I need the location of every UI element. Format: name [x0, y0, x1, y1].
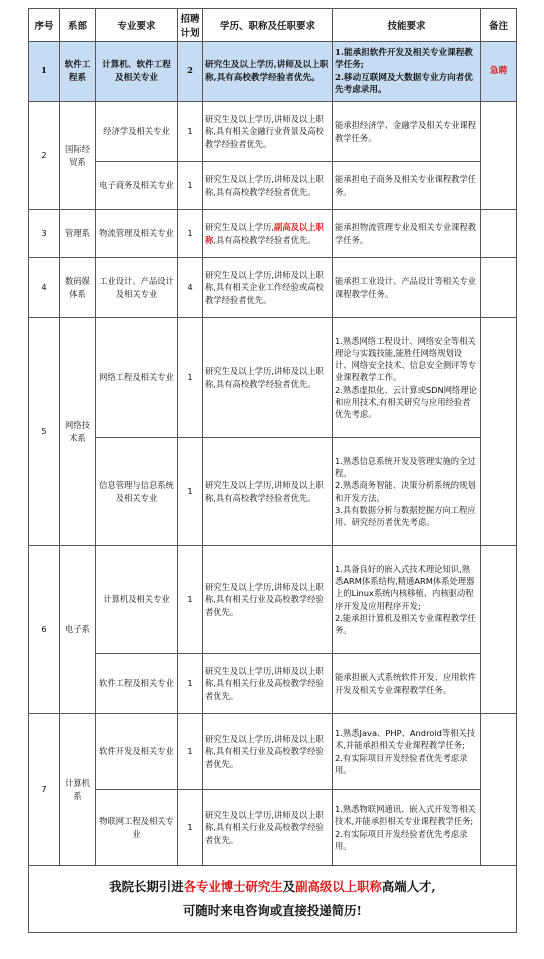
row-count: 1	[178, 546, 203, 654]
table-row	[29, 318, 517, 438]
table-header-row	[29, 9, 517, 42]
row-skills: 能承担工业设计、产品设计等相关专业课程教学任务。	[333, 258, 481, 318]
header-skills: 技能要求	[333, 9, 481, 42]
row-dept: 国际经贸系	[60, 102, 96, 210]
row-notes	[481, 714, 517, 866]
row-education: 研究生及以上学历,讲师及以上职称,具有相关行业及高校教学经验者优先。	[203, 714, 333, 790]
row-dept: 管理系	[60, 210, 96, 258]
row-index: 4	[29, 258, 60, 318]
row-major: 软件开发及相关专业	[96, 714, 178, 790]
table-row	[29, 546, 517, 654]
footer-highlight-title: 副高级以上职称	[295, 879, 382, 895]
row-dept: 数码媒体系	[60, 258, 96, 318]
row-count: 1	[178, 790, 203, 866]
row-education: 研究生及以上学历,讲师及以上职称,具有相关企业工作经验或高校教学经验者优先。	[203, 258, 333, 318]
footer-text-1: 我院长期引进	[109, 879, 184, 895]
table-row	[29, 210, 517, 258]
table-row	[29, 714, 517, 790]
row-count: 1	[178, 438, 203, 546]
footer-text-3: 高端人才,	[381, 879, 436, 895]
row-major: 经济学及相关专业	[96, 102, 178, 162]
row-count: 1	[178, 714, 203, 790]
header-index: 序号	[29, 9, 60, 42]
row-major: 软件工程及相关专业	[96, 654, 178, 714]
row-notes	[481, 546, 517, 714]
row-skills: 1.具备良好的嵌入式技术理论知识,熟悉ARM体系结构,精通ARM体系处理器上的Linux系统内核移植、内核驱动程序开发及应用程序开发; 2.能承担计算机及相关专业课程教学任务。	[333, 546, 481, 654]
row-major: 物联网工程及相关专业	[96, 790, 178, 866]
header-notes: 备注	[481, 9, 517, 42]
row-skills: 能承担电子商务及相关专业课程教学任务。	[333, 162, 481, 210]
table-row	[29, 42, 517, 102]
row-dept: 计算机系	[60, 714, 96, 866]
row-education: 研究生及以上学历,讲师及以上职称,具有相关行业及高校教学经验者优先。	[203, 546, 333, 654]
recruitment-table	[28, 8, 517, 933]
row-index: 5	[29, 318, 60, 546]
row-count: 1	[178, 318, 203, 438]
row-notes	[481, 318, 517, 546]
row-count: 1	[178, 102, 203, 162]
row-index: 3	[29, 210, 60, 258]
row-education	[203, 210, 333, 258]
row-skills: 1.熟悉Java、PHP、Android等相关技术,并能承担相关专业课程教学任务; 2.有实际项目开发经验者优先考虑录用。	[333, 714, 481, 790]
row-skills: 1.熟悉信息系统开发及管理实施的全过程。 2.熟悉商务智能、决策分析系统的规划和开发方法。 3.具有数据分析与数据挖掘方向工程应用、研究经历者优先考虑。	[333, 438, 481, 546]
footer-banner	[29, 866, 517, 933]
row-major: 信息管理与信息系统及相关专业	[96, 438, 178, 546]
row-skills: 能承担嵌入式系统软件开发、应用软件开发及相关专业课程教学任务。	[333, 654, 481, 714]
edu-text-a: 研究生及以上学历,	[205, 222, 275, 233]
row-index: 6	[29, 546, 60, 714]
footer-row	[29, 866, 517, 933]
row-education: 研究生及以上学历,讲师及以上职称,具有高校教学经验者优先。	[203, 438, 333, 546]
row-dept: 电子系	[60, 546, 96, 714]
row-count: 1	[178, 210, 203, 258]
table-row	[29, 790, 517, 866]
table-row	[29, 102, 517, 162]
row-notes	[481, 102, 517, 210]
row-major: 工业设计、产品设计及相关专业	[96, 258, 178, 318]
header-dept: 系部	[60, 9, 96, 42]
row-education: 研究生及以上学历,讲师及以上职称,具有相关行业及高校教学经验者优先。	[203, 654, 333, 714]
row-skills: 1.熟悉物联网通讯、嵌入式开发等相关技术,并能承担相关专业课程教学任务; 2.有实际项目开发经验者优先考虑录用。	[333, 790, 481, 866]
row-count: 2	[178, 42, 203, 102]
row-skills: 能承担物流管理专业及相关专业课程教学任务。	[333, 210, 481, 258]
row-major: 电子商务及相关专业	[96, 162, 178, 210]
row-index: 1	[29, 42, 60, 102]
row-index: 7	[29, 714, 60, 866]
footer-line-1	[31, 875, 514, 899]
row-education: 研究生及以上学历,讲师及以上职称,具有高校教学经验者优先。	[203, 318, 333, 438]
header-education: 学历、职称及任职要求	[203, 9, 333, 42]
row-skills: 能承担经济学、金融学及相关专业课程教学任务。	[333, 102, 481, 162]
header-major: 专业要求	[96, 9, 178, 42]
row-major: 物流管理及相关专业	[96, 210, 178, 258]
row-major: 计算机及相关专业	[96, 546, 178, 654]
table-row	[29, 258, 517, 318]
row-skills: 1.能承担软件开发及相关专业课程教学任务; 2.移动互联网及大数据专业方向者优先考虑录用。	[333, 42, 481, 102]
row-education: 研究生及以上学历,讲师及以上职称,具有相关金融行业背景及高校教学经验者优先。	[203, 102, 333, 162]
table-row	[29, 654, 517, 714]
edu-text-b: ,具有高校教学经验者优先。	[213, 234, 316, 245]
row-count: 4	[178, 258, 203, 318]
row-count: 1	[178, 654, 203, 714]
row-education: 研究生及以上学历,讲师及以上职称,具有相关行业及高校教学经验者优先。	[203, 790, 333, 866]
row-skills: 1.熟悉网络工程设计、网络安全等相关理论与实践技能,能胜任网络规划设计、网络安全技术、信息安全测评等专业课程教学工作。 2.熟悉虚拟化、云计算或SDN网络理论和应用技术,有相关研究与应用经验者优先考虑。	[333, 318, 481, 438]
row-education: 研究生及以上学历,讲师及以上职称,具有高校教学经验者优先。	[203, 162, 333, 210]
header-count: 招聘计划	[178, 9, 203, 42]
footer-text-2: 及	[282, 879, 296, 895]
edu-title-red: 副高及以上职称	[205, 222, 324, 245]
urgent-note: 急聘	[481, 42, 517, 102]
footer-highlight-phd: 各专业博士研究生	[183, 879, 283, 895]
table-row	[29, 438, 517, 546]
footer-line-2: 可随时来电咨询或直接投递简历!	[183, 903, 362, 918]
row-notes	[481, 210, 517, 258]
row-index: 2	[29, 102, 60, 210]
row-count: 1	[178, 162, 203, 210]
row-major: 网络工程及相关专业	[96, 318, 178, 438]
row-dept: 软件工程系	[60, 42, 96, 102]
table-row	[29, 162, 517, 210]
row-dept: 网络技术系	[60, 318, 96, 546]
row-education: 研究生及以上学历,讲师及以上职称,具有高校教学经验者优先。	[203, 42, 333, 102]
row-notes	[481, 258, 517, 318]
row-major: 计算机、软件工程及相关专业	[96, 42, 178, 102]
